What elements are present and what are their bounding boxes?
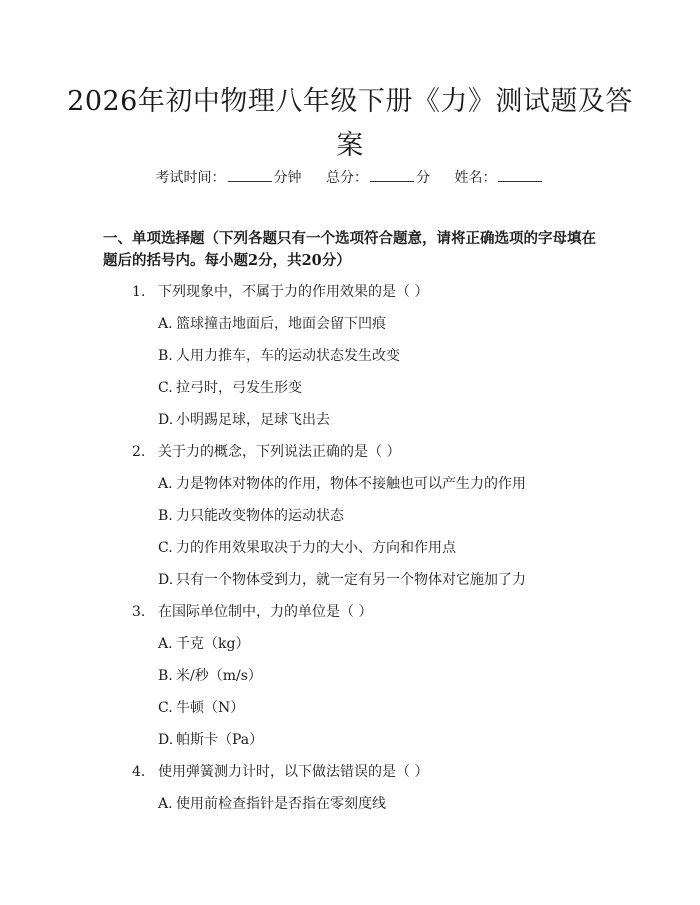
answer-option: [158, 410, 330, 430]
answer-option: [158, 666, 262, 686]
option-text: 力是物体对物体的作用，物体不接触也可以产生力的作用: [176, 476, 526, 492]
answer-option: [158, 314, 386, 334]
total-score-unit: 分: [416, 170, 430, 186]
answer-option: [158, 378, 302, 398]
student-name-blank: [498, 169, 542, 182]
option-text: 使用前检查指针是否指在零刻度线: [176, 796, 386, 812]
exam-time-label: 考试时间：: [155, 170, 226, 186]
question-stem: [132, 282, 428, 302]
answer-option: [158, 474, 526, 494]
option-text: 人用力推车，车的运动状态发生改变: [176, 348, 400, 364]
document-title: 2026年初中物理八年级下册《力》测试题及答案: [67, 86, 633, 161]
exam-time-blank: [228, 169, 272, 182]
answer-option: [158, 698, 244, 718]
option-letter: A.: [158, 316, 173, 332]
answer-option: [158, 794, 386, 814]
student-name-field: [454, 168, 544, 188]
option-text: 力只能改变物体的运动状态: [176, 508, 344, 524]
option-letter: D.: [158, 412, 174, 428]
option-letter: A.: [158, 636, 173, 652]
option-letter: C.: [158, 700, 173, 716]
answer-option: [158, 730, 263, 750]
question-number: 1.: [132, 284, 146, 300]
option-letter: A.: [158, 476, 173, 492]
option-text: 篮球撞击地面后，地面会留下凹痕: [176, 316, 386, 332]
question-text: 关于力的概念，下列说法正确的是（ ）: [158, 444, 401, 460]
exam-info-line: [0, 168, 700, 188]
exam-time-unit: 分钟: [273, 170, 302, 186]
question-number: 3.: [132, 604, 146, 620]
question-text: 在国际单位制中，力的单位是（ ）: [158, 604, 373, 620]
question-text: 下列现象中，不属于力的作用效果的是（ ）: [158, 284, 429, 300]
option-letter: D.: [158, 732, 174, 748]
question-stem: [132, 442, 400, 462]
option-letter: B.: [158, 348, 173, 364]
question-number: 2.: [132, 444, 146, 460]
option-letter: D.: [158, 572, 174, 588]
option-text: 力的作用效果取决于力的大小、方向和作用点: [176, 540, 456, 556]
answer-option: [158, 538, 456, 558]
option-text: 小明踢足球，足球飞出去: [176, 412, 330, 428]
answer-option: [158, 570, 526, 590]
option-text: 只有一个物体受到力，就一定有另一个物体对它施加了力: [176, 572, 526, 588]
option-letter: B.: [158, 668, 173, 684]
question-stem: [132, 762, 428, 782]
option-letter: C.: [158, 540, 173, 556]
option-text: 拉弓时，弓发生形变: [176, 380, 302, 396]
section-heading-single-choice: 一、单项选择题（下列各题只有一个选项符合题意，请将正确选项的字母填在题后的括号内。每小题2分，共20分）: [103, 230, 596, 269]
question-stem: [132, 602, 372, 622]
option-text: 牛顿（N）: [176, 700, 245, 716]
option-letter: A.: [158, 796, 173, 812]
total-score-field: [326, 168, 430, 188]
answer-option: [158, 346, 400, 366]
student-name-label: 姓名：: [454, 170, 497, 186]
exam-time-field: [156, 168, 302, 188]
answer-option: [158, 506, 344, 526]
question-text: 使用弹簧测力计时，以下做法错误的是（ ）: [158, 764, 429, 780]
option-letter: B.: [158, 508, 173, 524]
option-text: 米/秒（m/s）: [176, 668, 262, 684]
answer-option: [158, 634, 249, 654]
option-letter: C.: [158, 380, 173, 396]
option-text: 千克（kg）: [176, 636, 250, 652]
total-score-blank: [370, 169, 414, 182]
option-text: 帕斯卡（Pa）: [176, 732, 264, 748]
total-score-label: 总分：: [326, 170, 368, 186]
question-number: 4.: [132, 764, 146, 780]
